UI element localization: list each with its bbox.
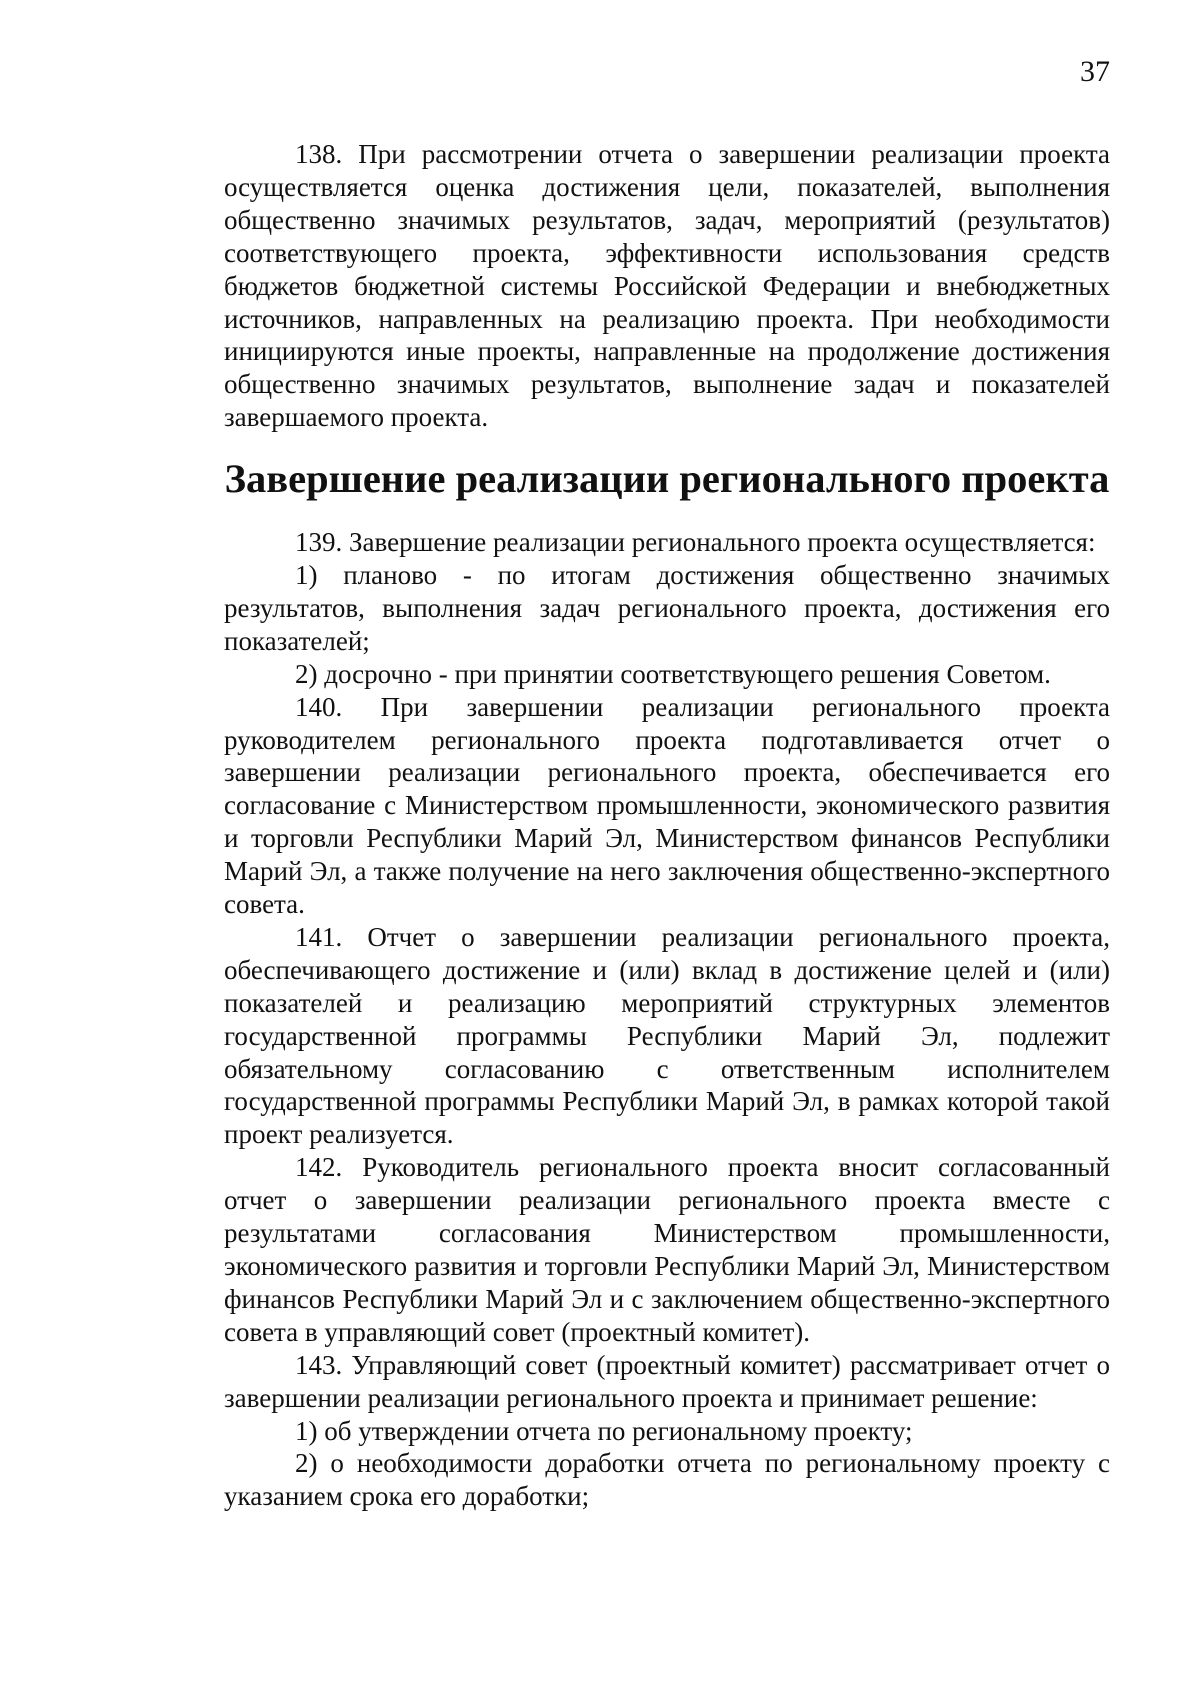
paragraph-139: 139. Завершение реализации регионального проекта осуществляется: — [295, 527, 1096, 558]
paragraph-139-item-2: 2) досрочно - при принятии соответствующего решения Советом. — [295, 658, 1051, 689]
section-heading: Завершение реализации регионального проекта — [224, 456, 1110, 502]
page-number: 37 — [1080, 55, 1110, 88]
paragraph-143-item-1: 1) об утверждении отчета по региональному проекту; — [295, 1415, 913, 1446]
paragraph-142: 142. Руководитель регионального проекта вносит согласованный отчет о завершении реализации регионального проекта вместе с результатами согласования Министерством промышленности, экономического развития и торговли Республики Марий Эл, Министерством финансов Республики Марий Эл и с заключением общественно-экспертного совета в управляющий совет (проектный комитет). — [224, 1152, 1110, 1347]
paragraph-140: 140. При завершении реализации регионального проекта руководителем регионального проекта подготавливается отчет о завершении реализации регионального проекта, обеспечивается его согласование с Министерством промышленности, экономического развития и торговли Республики Марий Эл, Министерством финансов Республики Марий Эл, а также получение на него заключения общественно-экспертного совета. — [224, 691, 1110, 920]
document-body — [224, 138, 1110, 1513]
paragraph-141: 141. Отчет о завершении реализации регионального проекта, обеспечивающего достижение и (или) вклад в достижение целей и (или) показателей и реализацию мероприятий структурных элементов государственной программы Республики Марий Эл, подлежит обязательному согласованию с ответственным исполнителем государственной программы Республики Марий Эл, в рамках которой такой проект реализуется. — [224, 921, 1110, 1150]
paragraph-143-item-2: 2) о необходимости доработки отчета по региональному проекту с указанием срока его доработки; — [224, 1448, 1110, 1512]
paragraph-143: 143. Управляющий совет (проектный комитет) рассматривает отчет о завершении реализации регионального проекта и принимает решение: — [224, 1349, 1110, 1413]
paragraph-138: 138. При рассмотрении отчета о завершении реализации проекта осуществляется оценка достижения цели, показателей, выполнения общественно значимых результатов, задач, мероприятий (результатов) соответствующего проекта, эффективности использования средств бюджетов бюджетной системы Российской Федерации и внебюджетных источников, направленных на реализацию проекта. При необходимости инициируются иные проекты, направленные на продолжение достижения общественно значимых результатов, выполнение задач и показателей завершаемого проекта. — [224, 139, 1110, 433]
paragraph-139-item-1: 1) планово - по итогам достижения общественно значимых результатов, выполнения задач регионального проекта, достижения его показателей; — [224, 559, 1110, 656]
